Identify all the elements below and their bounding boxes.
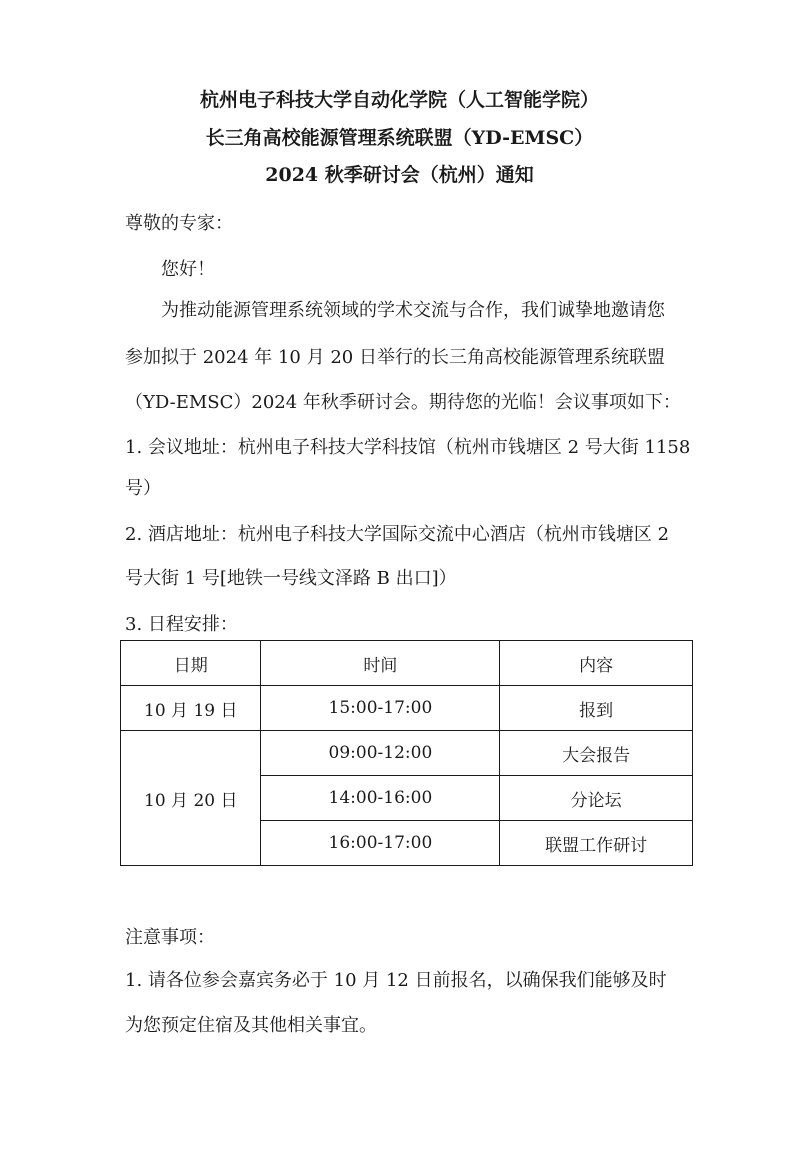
day2-session2-content: 分论坛: [500, 776, 693, 821]
intro-line-1: 为推动能源管理系统领域的学术交流与合作，我们诚挚地邀请您: [161, 300, 665, 321]
schedule-heading: 3. 日程安排：: [125, 614, 238, 635]
header-time: 时间: [261, 641, 500, 686]
day1-content: 报到: [500, 686, 693, 731]
note-1-line-1: 1. 请各位参会嘉宾务必于 10 月 12 日前报名，以确保我们能够及时: [125, 970, 667, 991]
day2-date: 10 月 20 日: [121, 731, 261, 866]
header-date: 日期: [121, 641, 261, 686]
hotel-address-line-2: 号大街 1 号[地铁一号线文泽路 B 出口]）: [125, 568, 457, 589]
note-1-line-2: 为您预定住宿及其他相关事宜。: [125, 1015, 377, 1036]
day2-session3-content: 联盟工作研讨: [500, 821, 693, 866]
day2-session3-time: 16:00-17:00: [261, 821, 500, 866]
day1-date: 10 月 19 日: [121, 686, 261, 731]
greeting: 您好！: [161, 259, 215, 280]
day2-session1-time: 09:00-12:00: [261, 731, 500, 776]
intro-line-2: 参加拟于 2024 年 10 月 20 日举行的长三角高校能源管理系统联盟: [125, 347, 665, 368]
day2-session1-content: 大会报告: [500, 731, 693, 776]
table-header-row: [121, 641, 693, 686]
notes-heading: 注意事项：: [125, 927, 215, 948]
schedule-table: [120, 640, 693, 866]
day2-session2-time: 14:00-16:00: [261, 776, 500, 821]
hotel-address-line-1: 2. 酒店地址：杭州电子科技大学国际交流中心酒店（杭州市钱塘区 2: [125, 524, 670, 545]
title-line-1: 杭州电子科技大学自动化学院（人工智能学院）: [199, 89, 599, 111]
table-row: [121, 731, 693, 776]
table-row: [121, 686, 693, 731]
venue-address-line-1: 1. 会议地址：杭州电子科技大学科技馆（杭州市钱塘区 2 号大街 1158: [125, 437, 691, 458]
intro-line-3: （YD-EMSC）2024 年秋季研讨会。期待您的光临！会议事项如下：: [125, 392, 681, 413]
header-content: 内容: [500, 641, 693, 686]
day1-time: 15:00-17:00: [261, 686, 500, 731]
salutation: 尊敬的专家：: [125, 213, 233, 234]
title-line-3: 2024 秋季研讨会（杭州）通知: [265, 164, 534, 186]
title-line-2: 长三角高校能源管理系统联盟（YD-EMSC）: [205, 127, 594, 149]
venue-address-line-2: 号）: [125, 478, 161, 499]
